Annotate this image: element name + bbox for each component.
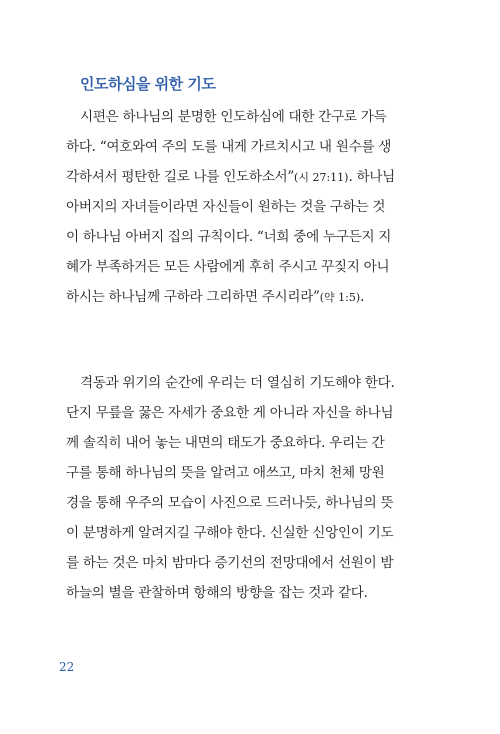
scripture-citation: (시 27:11) <box>294 171 349 184</box>
scripture-citation: (약 1:5) <box>319 291 361 304</box>
text-line-with-citation <box>66 282 411 312</box>
text-line: 이 하나님 아버지 집의 규칙이다. “너희 중에 누구든지 지 <box>66 229 392 245</box>
text-line: 이 분명하게 알려지길 구해야 한다. 신실한 신앙인이 기도 <box>66 525 394 541</box>
text-line: 께 솔직히 내어 놓는 내면의 태도가 중요하다. 우리는 간 <box>66 435 385 451</box>
text-line: 를 하는 것은 마치 밤마다 증기선의 전망대에서 선원이 밤 <box>66 555 394 571</box>
paragraph-2 <box>66 368 411 608</box>
page-number: 22 <box>59 660 75 674</box>
text-line: 단지 무릎을 꿇은 자세가 중요한 게 아니라 자신을 하나님 <box>66 405 394 421</box>
text-line: 하다. “여호와여 주의 도를 내게 가르치시고 내 원수를 생 <box>66 139 392 155</box>
text-line: 혜가 부족하거든 모든 사람에게 후히 주시고 꾸짖지 아니 <box>66 259 390 275</box>
text-line: 시편은 하나님의 분명한 인도하심에 대한 간구로 가득 <box>80 109 387 125</box>
text-segment: 각하셔서 평탄한 길로 나를 인도하소서” <box>66 169 295 185</box>
text-segment: . <box>360 289 365 305</box>
text-line: 구를 통해 하나님의 뜻을 알려고 애쓰고, 마치 천체 망원 <box>66 465 385 481</box>
text-segment: . 하나님 <box>348 169 395 185</box>
section-heading: 인도하심을 위한 기도 <box>80 75 216 93</box>
text-segment: 하시는 하나님께 구하라 그리하면 주시리라” <box>66 289 320 305</box>
text-line: 격동과 위기의 순간에 우리는 더 열심히 기도해야 한다. <box>80 375 395 391</box>
text-line: 경을 통해 우주의 모습이 사진으로 드러나듯, 하나님의 뜻 <box>66 495 394 511</box>
text-line-with-citation <box>66 162 411 192</box>
text-line: 하늘의 별을 관찰하며 항해의 방향을 잡는 것과 같다. <box>66 585 368 601</box>
text-line: 아버지의 자녀들이라면 자신들이 원하는 것을 구하는 것 <box>66 199 386 215</box>
paragraph-1 <box>66 102 411 312</box>
